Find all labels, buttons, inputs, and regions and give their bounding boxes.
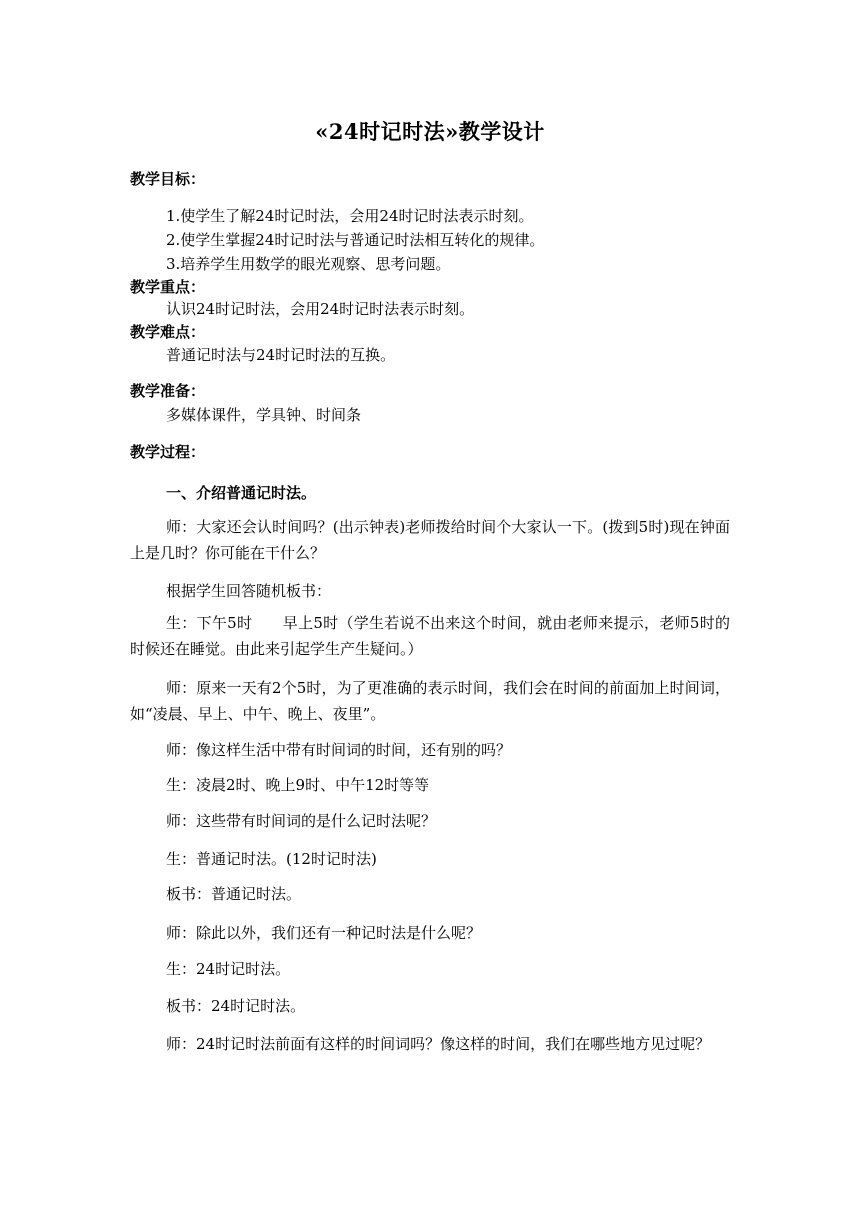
paragraph-3: 生：下午5时 早上5时（学生若说不出来这个时间，就由老师来提示，老师5时的时候还在睡觉。由此来引起学生产生疑问。） — [130, 614, 730, 658]
paragraph-6: 生：凌晨2时、晚上9时、中午12时等等 — [166, 776, 430, 794]
difficulties-heading: 教学难点： — [130, 323, 206, 341]
key-points-heading: 教学重点： — [130, 278, 206, 296]
preparation-heading: 教学准备： — [130, 382, 206, 400]
difficulties-text: 普通记时法与24时记时法的互换。 — [166, 346, 396, 364]
goal-item-1: 1.使学生了解24时记时法，会用24时记时法表示时刻。 — [166, 207, 534, 225]
paragraph-8: 生：普通记时法。(12时记时法) — [166, 850, 377, 868]
paragraph-2: 根据学生回答随机板书： — [166, 582, 332, 600]
goal-item-2: 2.使学生掌握24时记时法与普通记时法相互转化的规律。 — [166, 231, 545, 249]
goals-heading: 教学目标： — [130, 170, 206, 188]
process-heading: 教学过程： — [130, 443, 206, 461]
preparation-text: 多媒体课件，学具钟、时间条 — [166, 406, 362, 424]
key-points-text: 认识24时记时法，会用24时记时法表示时刻。 — [166, 300, 475, 318]
goal-item-3: 3.培养学生用数学的眼光观察、思考问题。 — [166, 255, 451, 273]
paragraph-11: 生：24时记时法。 — [166, 960, 291, 978]
document-title: «24时记时法»教学设计 — [315, 119, 545, 144]
paragraph-9: 板书：普通记时法。 — [166, 885, 302, 903]
paragraph-4: 师：原来一天有2个5时，为了更准确的表示时间，我们会在时间的前面加上时间词，如“凌晨、早上、中午、晚上、夜里”。 — [130, 679, 730, 723]
paragraph-7: 师：这些带有时间词的是什么记时法呢？ — [166, 812, 437, 830]
section-1-title: 一、介绍普通记时法。 — [166, 484, 317, 502]
paragraph-1: 师：大家还会认时间吗？(出示钟表)老师拨给时间个大家认一下。(拨到5时)现在钟面上是几时？你可能在干什么？ — [130, 518, 730, 562]
paragraph-12: 板书：24时记时法。 — [166, 997, 306, 1015]
paragraph-10: 师：除此以外，我们还有一种记时法是什么呢？ — [166, 924, 482, 942]
paragraph-13: 师：24时记时法前面有这样的时间词吗？像这样的时间，我们在哪些地方见过呢？ — [166, 1035, 711, 1053]
paragraph-5: 师：像这样生活中带有时间词的时间，还有别的吗？ — [166, 741, 512, 759]
